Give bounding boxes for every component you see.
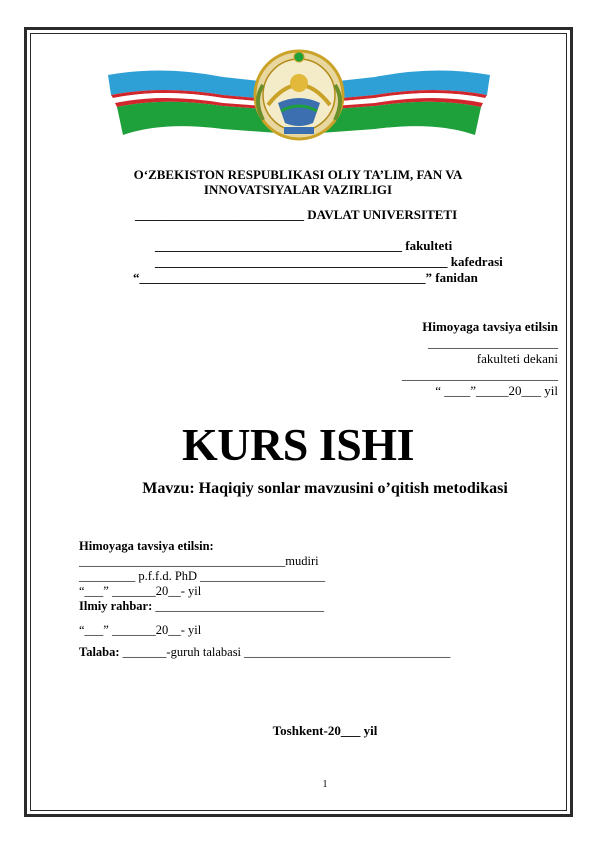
approval-bottom-label: Himoyaga tavsiya etilsin: [79, 539, 214, 553]
page-number: 1 [322, 779, 328, 790]
head-blank: _________________________________ [79, 554, 286, 568]
state-emblem-flag-icon [103, 45, 495, 145]
department-line: _____________________________________________ kafedrasi [155, 254, 503, 269]
supervisor-blank: ___________________________ [152, 599, 325, 613]
student-blank: _______-guruh talabasi _________________________________ [119, 645, 451, 659]
topic-line: Mavzu: Haqiqiy sonlar mavzusini o’qitish metodikasi [142, 480, 508, 497]
supervisor-label: Ilmiy rahbar: [79, 599, 153, 613]
head-line [79, 554, 319, 569]
supervisor-line [79, 599, 324, 614]
dean-title: fakulteti dekani [476, 351, 558, 366]
approval-top-label: Himoyaga tavsiya etilsin [422, 319, 558, 334]
city-year: Toshkent-20___ yil [272, 723, 378, 738]
document-title: KURS ISHI [182, 419, 414, 470]
student-line [79, 645, 450, 660]
approval-top-blank: ____________________ [428, 335, 558, 350]
faculty-line: ______________________________________ fakulteti [155, 238, 453, 253]
university-line: __________________________ DAVLAT UNIVERSITETI [135, 207, 458, 222]
ministry-line-2: INNOVATSIYALAR VAZIRLIGI [203, 182, 393, 197]
head-title: mudiri [285, 554, 319, 568]
student-label: Talaba: [79, 645, 120, 659]
ministry-line-1: O‘ZBEKISTON RESPUBLIKASI OLIY TA’LIM, FAN VA [133, 167, 463, 182]
degree-line: _________ p.f.f.d. PhD ____________________ [79, 569, 326, 583]
date-line-2: “___” _______20__- yil [79, 623, 202, 637]
date-line-1: “___” _______20__- yil [79, 584, 202, 598]
subject-line: “____________________________________________” fanidan [133, 270, 478, 285]
dean-blank: ________________________ [402, 367, 558, 382]
approval-top-date: “ ____”_____20___ yil [435, 383, 558, 398]
